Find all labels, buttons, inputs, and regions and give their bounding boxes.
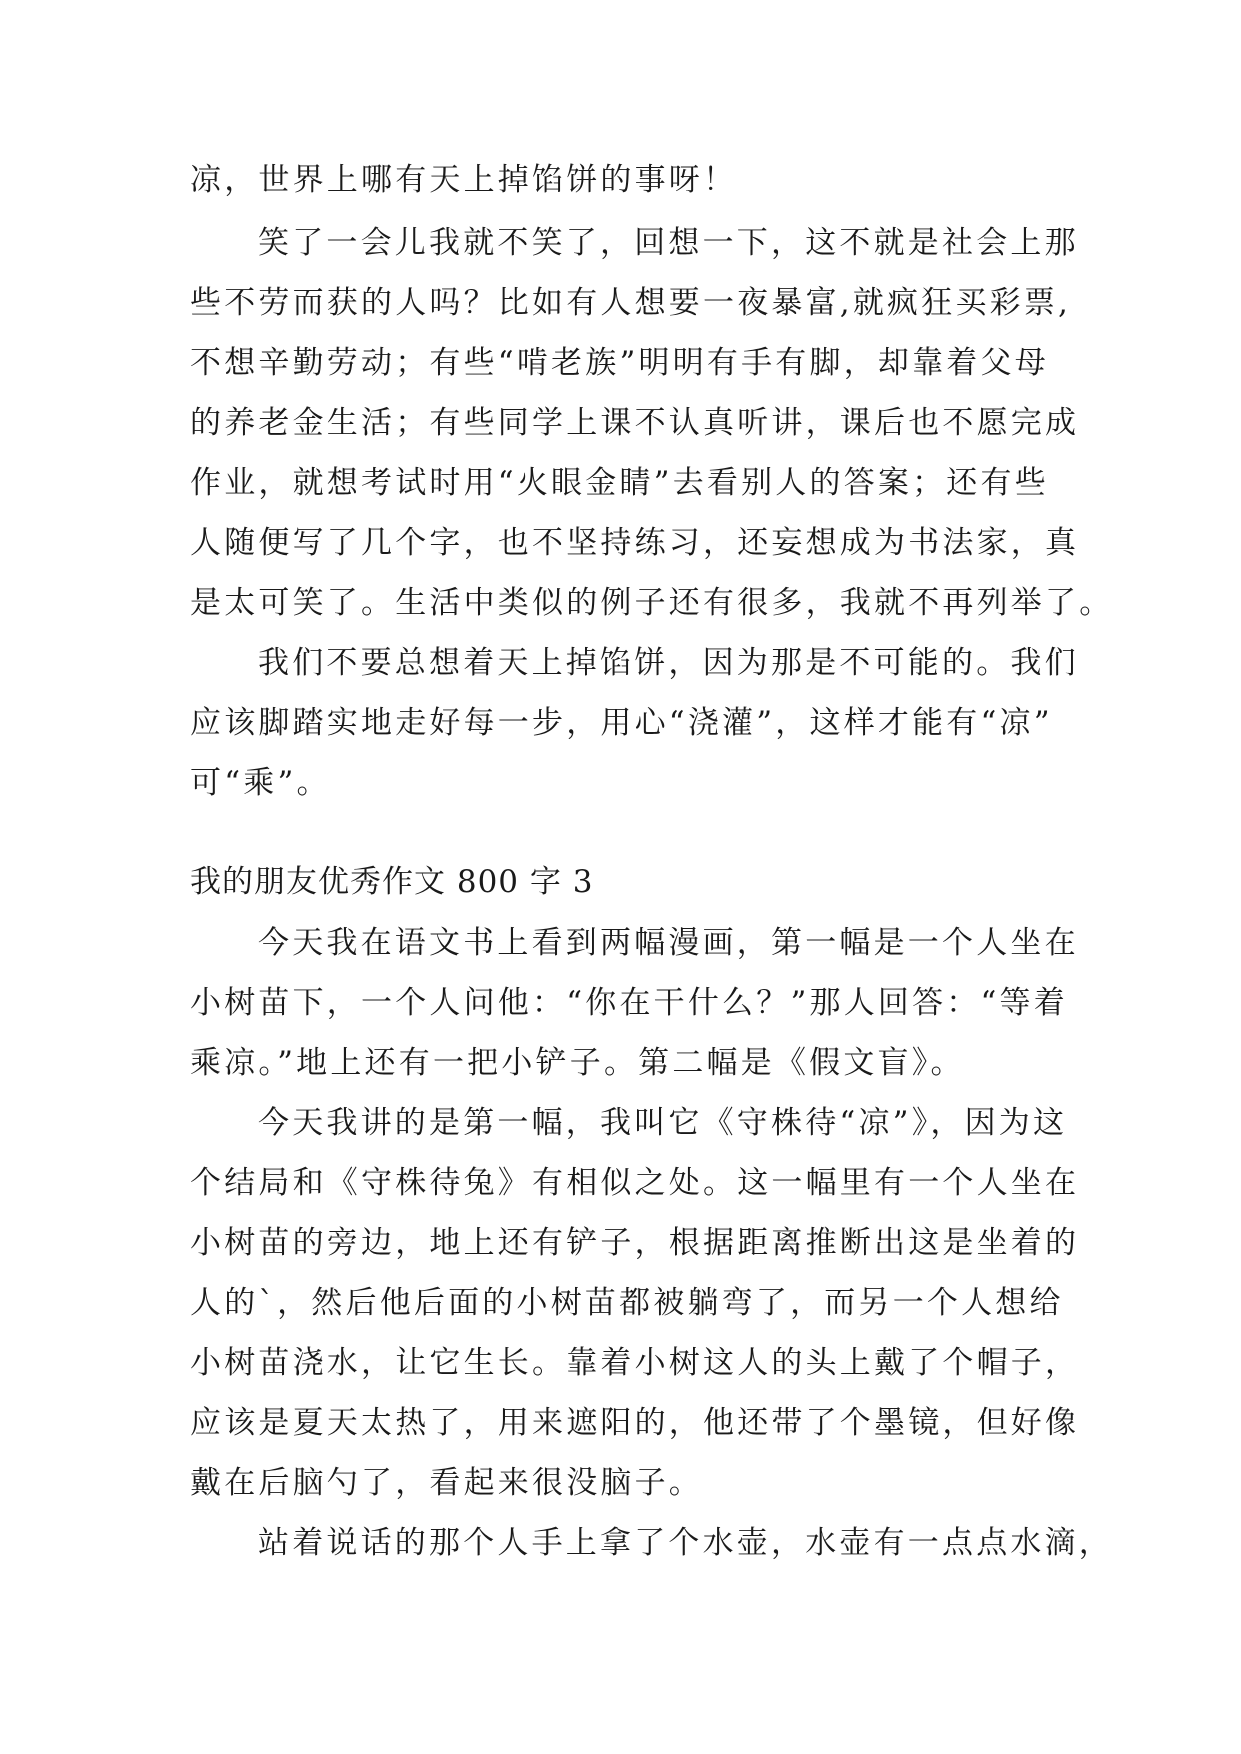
text-line: 些不劳而获的人吗？比如有人想要一夜暴富,就疯狂买彩票, [190, 285, 1072, 321]
text-line: 戴在后脑勺了，看起来很没脑子。 [190, 1465, 703, 1501]
text-line: 小树苗的旁边，地上还有铲子，根据距离推断出这是坐着的 [190, 1225, 1080, 1261]
text-line: 应该脚踏实地走好每一步，用心“浇灌”，这样才能有“凉” [190, 705, 1053, 741]
paragraph-start-line: 今天我讲的是第一幅，我叫它《守株待“凉”》，因为这 [258, 1105, 1068, 1141]
text-line: 小树苗浇水，让它生长。靠着小树这人的头上戴了个帽子， [190, 1345, 1080, 1381]
text-line: 个结局和《守株待兔》有相似之处。这一幅里有一个人坐在 [190, 1165, 1080, 1201]
text-line: 应该是夏天太热了，用来遮阳的，他还带了个墨镜，但好像 [190, 1405, 1080, 1441]
paragraph-start-line: 今天我在语文书上看到两幅漫画，第一幅是一个人坐在 [258, 925, 1079, 961]
text-line: 的养老金生活；有些同学上课不认真听讲，课后也不愿完成 [190, 405, 1080, 441]
paragraph-start-line: 站着说话的那个人手上拿了个水壶，水壶有一点点水滴， [258, 1525, 1113, 1561]
section-heading: 我的朋友优秀作文 800 字 3 [190, 864, 594, 900]
text-line: 小树苗下，一个人问他：“你在干什么？”那人回答：“等着 [190, 985, 1068, 1021]
text-line: 是太可笑了。生活中类似的例子还有很多，我就不再列举了。 [190, 585, 1114, 621]
text-line: 作业，就想考试时用“火眼金睛”去看别人的答案；还有些 [190, 465, 1049, 501]
paragraph-start-line: 我们不要总想着天上掉馅饼，因为那是不可能的。我们 [258, 645, 1079, 681]
text-line: 可“乘”。 [190, 765, 331, 801]
text-line: 人随便写了几个字，也不坚持练习，还妄想成为书法家，真 [190, 525, 1080, 561]
text-line: 乘凉。”地上还有一把小铲子。第二幅是《假文盲》。 [190, 1045, 965, 1081]
text-line: 凉，世界上哪有天上掉馅饼的事呀！ [190, 162, 738, 198]
text-line: 不想辛勤劳动；有些“啃老族”明明有手有脚，却靠着父母 [190, 345, 1049, 381]
paragraph-start-line: 笑了一会儿我就不笑了，回想一下，这不就是社会上那 [258, 225, 1079, 261]
text-line: 人的`，然后他后面的小树苗都被躺弯了，而另一个人想给 [190, 1285, 1064, 1321]
